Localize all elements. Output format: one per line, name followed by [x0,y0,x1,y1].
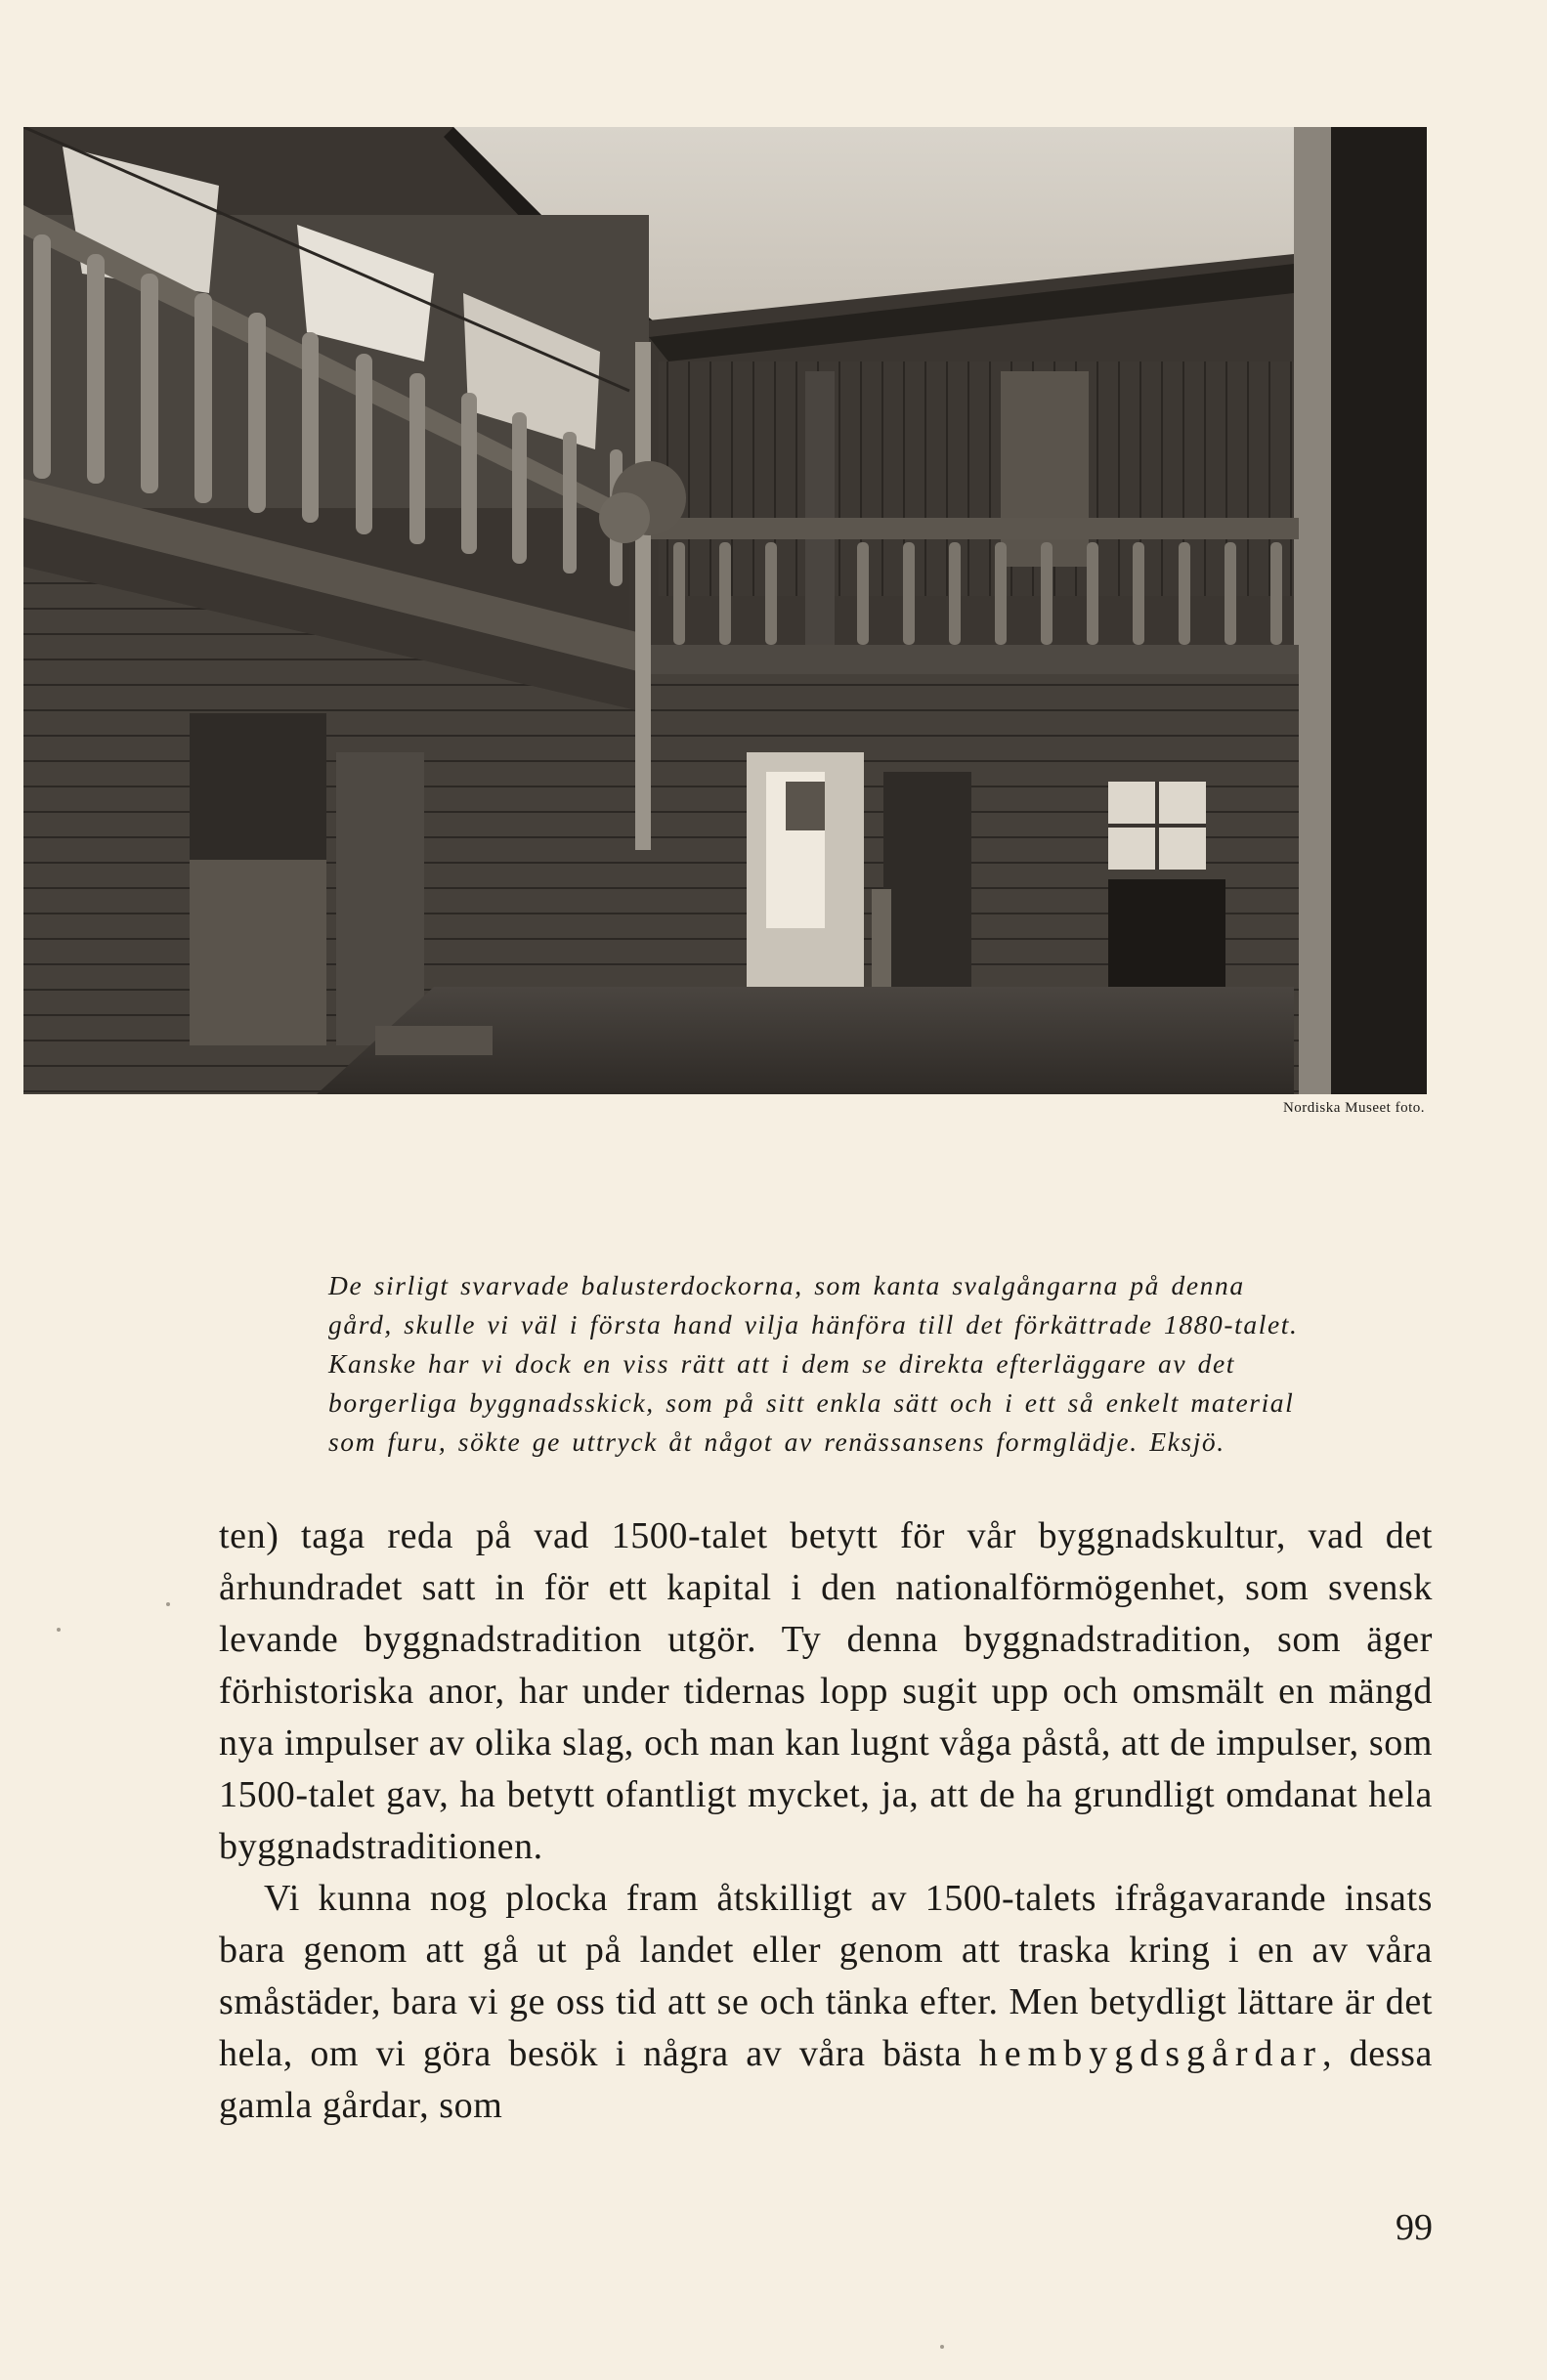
caption-line: De sirligt svarvade balusterdockorna, som kanta svalgångarna på denna [328,1270,1245,1300]
paragraph-2 [219,1873,1433,2132]
paragraph-2-end: , dessa gamla gårdar, som [219,2033,1433,2126]
caption-line: som furu, sökte ge uttryck åt något av renässansens formglädje. Eksjö. [328,1426,1225,1457]
caption-line: Kanske har vi dock en viss rätt att i dem se direkta efterläggare av det [328,1348,1236,1379]
caption-line: borgerliga byggnadsskick, som på sitt enkla sätt och i ett så enkelt material [328,1387,1295,1418]
courtyard-photo [23,127,1427,1094]
body-text [219,1510,1433,2132]
photo-credit: Nordiska Museet foto. [1282,1100,1425,1116]
caption-line: gård, skulle vi väl i första hand vilja hänföra till det förkättrade 1880-talet. [328,1309,1299,1339]
spaced-word: hembygdsgårdar [978,2033,1323,2074]
photo-caption [328,1266,1431,1462]
page-number: 99 [1396,2207,1433,2248]
paper-speck [166,1602,170,1606]
paragraph-1: ten) taga reda på vad 1500-talet betytt för vår byggnadskultur, vad det århundradet satt in för ett kapital i den nationalförmögenhet, som svensk levande byggnadstradition utgör. Ty denna byggnadstradition, som äger förhistoriska anor, har under tidernas lopp sugit upp och omsmält en mängd nya impulser av olika slag, och man kan lugnt våga påstå, att de impulser, som 1500-talet gav, ha betytt ofantligt mycket, ja, att de ha grundligt omdanat hela byggnadstraditionen. [219,1515,1433,1867]
paragraph-2-start: Vi kunna nog plocka fram åtskilligt av 1500-talets ifrågavarande insats bara genom att gå ut på landet eller genom att traska kring i en av våra småstäder, bara vi ge oss tid att se och tänka efter. Men betydligt lättare är det hela, om vi göra besök i några av våra bästa [219,1878,1433,2074]
paper-speck [940,2345,944,2349]
paper-speck [57,1628,61,1632]
